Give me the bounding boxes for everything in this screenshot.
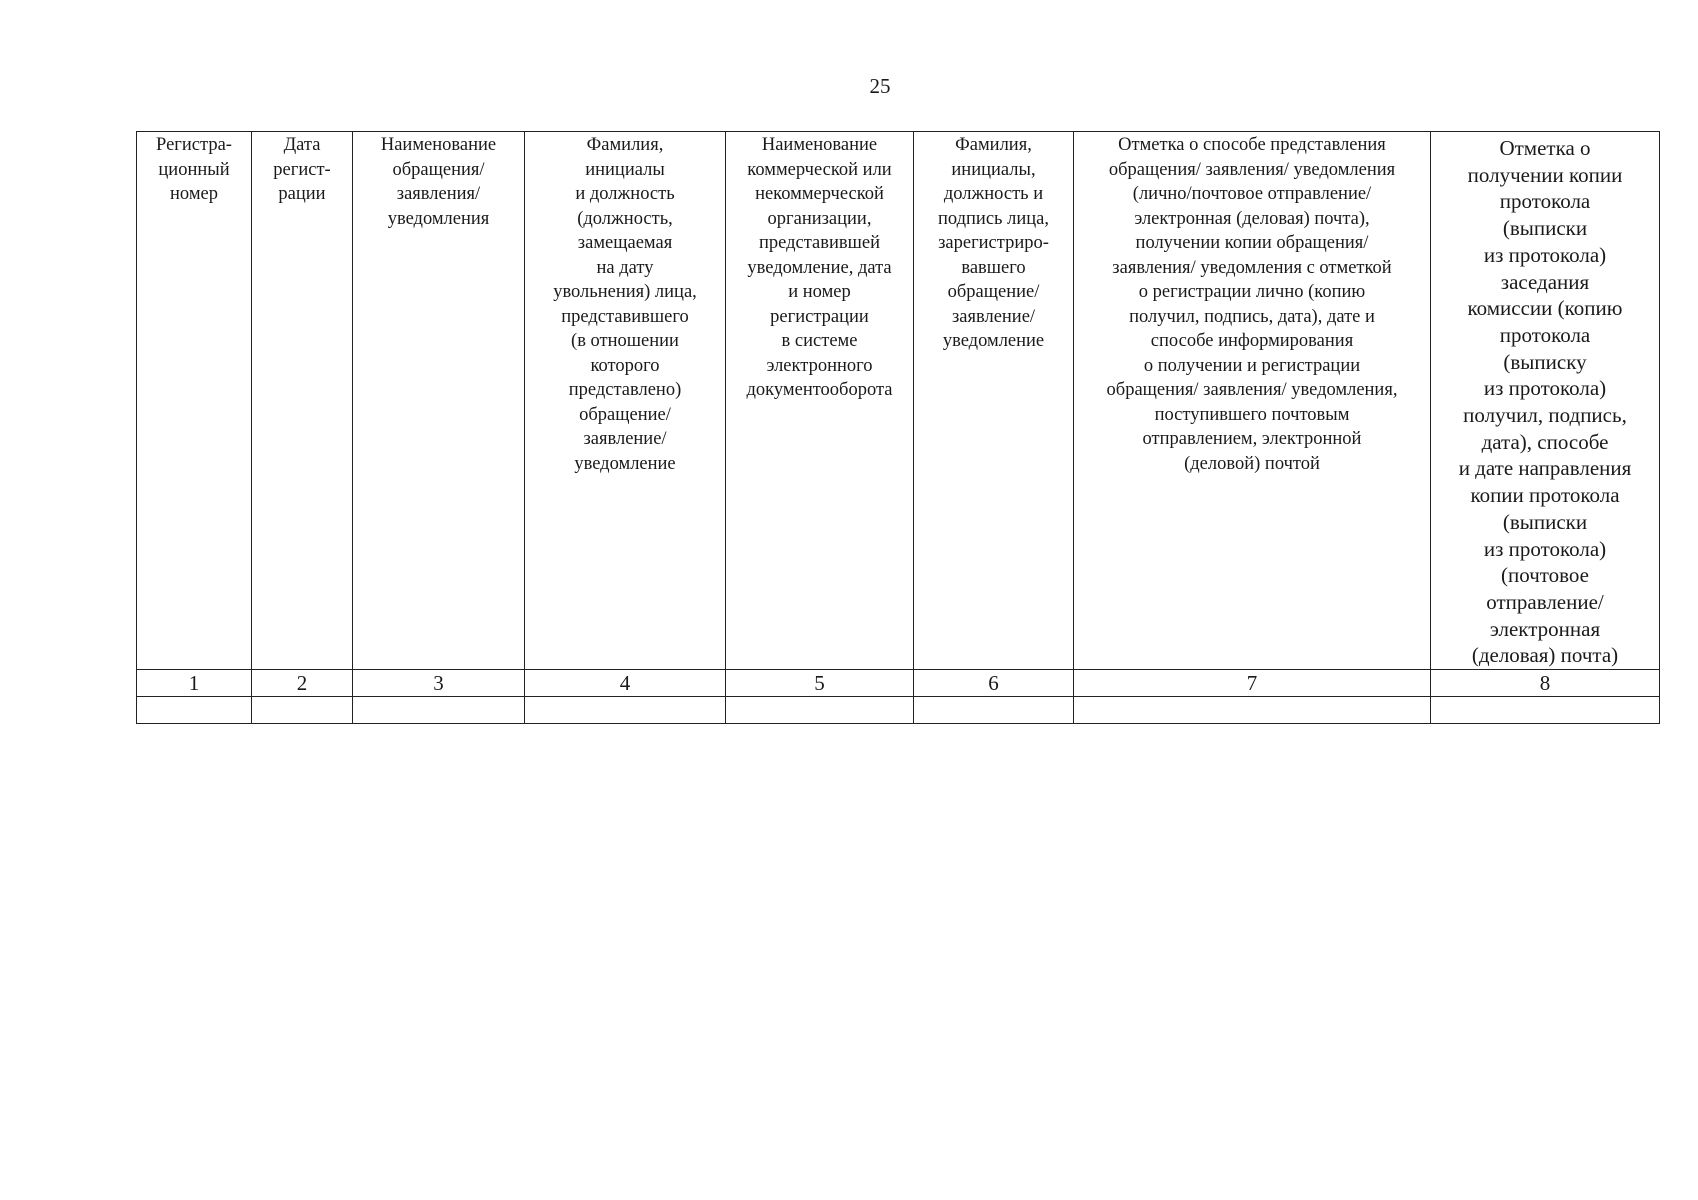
empty-cell <box>1074 697 1431 724</box>
header-document-name: Наименование обращения/ заявления/ уведомления <box>353 132 525 670</box>
page-number: 25 <box>869 74 891 98</box>
empty-cell <box>353 697 525 724</box>
table-header-row <box>137 132 1660 670</box>
empty-cell <box>1431 697 1660 724</box>
empty-cell <box>252 697 353 724</box>
empty-cell <box>137 697 252 724</box>
header-submission-method: Отметка о способе представления обращения/ заявления/ уведомления (лично/почтовое отправление/ электронная (деловая) почта), получении копии обращения/ заявления/ уведомления с отметкой о регистрации лично (копию получил, подпись, дата), дате и способе информирования о получении и регистрации обращения/ заявления/ уведомления, поступившего почтовым отправлением, электронной (деловой) почтой <box>1074 132 1431 670</box>
column-number: 8 <box>1431 670 1660 697</box>
registration-journal-table <box>136 131 1660 724</box>
header-registration-date: Дата регист- рации <box>252 132 353 670</box>
header-registration-number: Регистра- ционный номер <box>137 132 252 670</box>
empty-cell <box>914 697 1074 724</box>
empty-cell <box>525 697 726 724</box>
column-number: 4 <box>525 670 726 697</box>
column-number: 6 <box>914 670 1074 697</box>
empty-cell <box>726 697 914 724</box>
header-submitter-name: Фамилия, инициалы и должность (должность, замещаемая на дату увольнения) лица, представившего (в отношении которого представлено) обращение/ заявление/ уведомление <box>525 132 726 670</box>
column-number: 3 <box>353 670 525 697</box>
header-registrar-name: Фамилия, инициалы, должность и подпись лица, зарегистриро- вавшего обращение/ заявление/ уведомление <box>914 132 1074 670</box>
column-number: 5 <box>726 670 914 697</box>
empty-entry-row <box>137 697 1660 724</box>
header-protocol-copy-mark: Отметка о получении копии протокола (выписки из протокола) заседания комиссии (копию протокола (выписку из протокола) получил, подпись, дата), способе и дате направления копии протокола (выписки из протокола) (почтовое отправление/ электронная (деловая) почта) <box>1431 132 1660 670</box>
header-organization-name: Наименование коммерческой или некоммерческой организации, представившей уведомление, дата и номер регистрации в системе электронного документооборота <box>726 132 914 670</box>
column-number-row <box>137 670 1660 697</box>
column-number: 7 <box>1074 670 1431 697</box>
column-number: 1 <box>137 670 252 697</box>
column-number: 2 <box>252 670 353 697</box>
